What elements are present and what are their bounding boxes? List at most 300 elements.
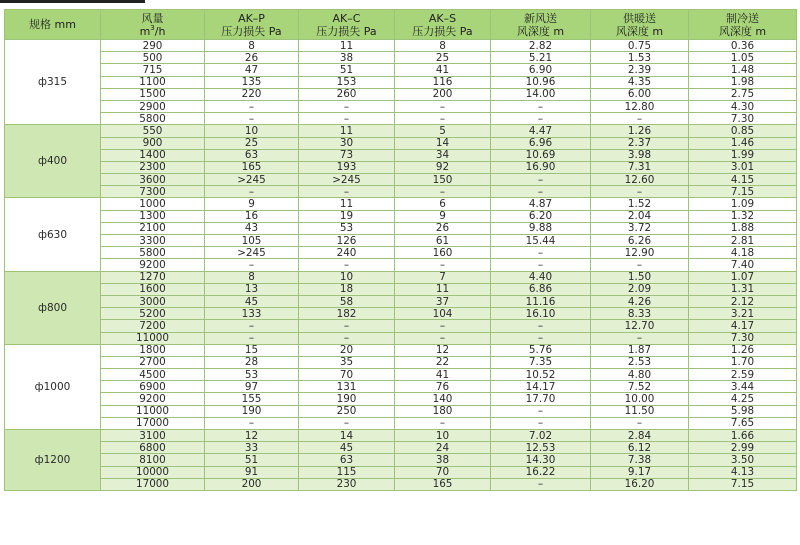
cooling-depth-cell: 7.30 — [689, 332, 797, 344]
akc-cell: 45 — [299, 442, 395, 454]
akc-cell: 126 — [299, 235, 395, 247]
fresh-depth-cell: – — [491, 259, 591, 271]
aks-cell: 7 — [395, 271, 491, 283]
cooling-depth-cell: 1.98 — [689, 76, 797, 88]
header-heating-depth: 供暖送 风深度 m — [591, 10, 689, 40]
cooling-depth-cell: 1.99 — [689, 149, 797, 161]
table-row — [5, 222, 797, 234]
akp-cell: – — [205, 417, 299, 429]
table-row — [5, 125, 797, 137]
heating-depth-cell: – — [591, 259, 689, 271]
fresh-depth-cell: 14.30 — [491, 454, 591, 466]
flow-cell: 290 — [101, 40, 205, 52]
table-row — [5, 308, 797, 320]
akc-cell: 11 — [299, 125, 395, 137]
cooling-depth-cell: 1.26 — [689, 344, 797, 356]
heating-depth-cell: 1.26 — [591, 125, 689, 137]
heating-depth-cell: – — [591, 417, 689, 429]
heating-depth-cell: 6.00 — [591, 88, 689, 100]
akp-cell: 25 — [205, 137, 299, 149]
akp-cell: 105 — [205, 235, 299, 247]
table-row — [5, 64, 797, 76]
akp-cell: 9 — [205, 198, 299, 210]
cooling-depth-cell: 1.32 — [689, 210, 797, 222]
heating-depth-cell: – — [591, 186, 689, 198]
header-flow-unit: $m^3/h$ — [139, 23, 166, 38]
fresh-depth-cell: – — [491, 332, 591, 344]
akc-cell: 153 — [299, 76, 395, 88]
aks-cell: – — [395, 113, 491, 125]
heating-depth-cell: 16.20 — [591, 478, 689, 490]
heating-depth-cell: 2.53 — [591, 356, 689, 368]
spec-table-container — [4, 9, 796, 491]
header-akc: AK–C 压力损失 Pa — [299, 10, 395, 40]
flow-cell: 500 — [101, 52, 205, 64]
flow-cell: 11000 — [101, 332, 205, 344]
aks-cell: – — [395, 259, 491, 271]
heating-depth-cell: 7.38 — [591, 454, 689, 466]
heating-depth-cell: – — [591, 113, 689, 125]
table-row — [5, 259, 797, 271]
flow-cell: 1500 — [101, 88, 205, 100]
cooling-depth-cell: 1.07 — [689, 271, 797, 283]
akc-cell: 20 — [299, 344, 395, 356]
fresh-depth-cell: – — [491, 174, 591, 186]
akp-cell: – — [205, 100, 299, 112]
aks-cell: 11 — [395, 283, 491, 295]
akp-cell: 97 — [205, 381, 299, 393]
cooling-depth-cell: 2.12 — [689, 295, 797, 307]
fresh-depth-cell: – — [491, 113, 591, 125]
heating-depth-cell: – — [591, 332, 689, 344]
akc-cell: 19 — [299, 210, 395, 222]
cooling-depth-cell: 3.01 — [689, 161, 797, 173]
fresh-depth-cell: – — [491, 405, 591, 417]
aks-cell: 41 — [395, 369, 491, 381]
cooling-depth-cell: 4.15 — [689, 174, 797, 186]
flow-cell: 3100 — [101, 430, 205, 442]
akp-cell: 8 — [205, 40, 299, 52]
akp-cell: 190 — [205, 405, 299, 417]
aks-cell: – — [395, 186, 491, 198]
heating-depth-cell: 10.00 — [591, 393, 689, 405]
cooling-depth-cell: 2.59 — [689, 369, 797, 381]
akp-cell: 165 — [205, 161, 299, 173]
flow-cell: 8100 — [101, 454, 205, 466]
akc-cell: 193 — [299, 161, 395, 173]
cooling-depth-cell: 5.98 — [689, 405, 797, 417]
cooling-depth-cell: 4.18 — [689, 247, 797, 259]
header-akp: AK–P 压力损失 Pa — [205, 10, 299, 40]
cooling-depth-cell: 1.05 — [689, 52, 797, 64]
akp-cell: 28 — [205, 356, 299, 368]
flow-cell: 4500 — [101, 369, 205, 381]
akc-cell: 230 — [299, 478, 395, 490]
akc-cell: 35 — [299, 356, 395, 368]
akc-cell: 53 — [299, 222, 395, 234]
aks-cell: 150 — [395, 174, 491, 186]
table-row — [5, 137, 797, 149]
table-row — [5, 100, 797, 112]
aks-cell: 38 — [395, 454, 491, 466]
flow-cell: 715 — [101, 64, 205, 76]
size-group-cell: ф630 — [5, 198, 101, 271]
akc-cell: 63 — [299, 454, 395, 466]
akp-cell: 155 — [205, 393, 299, 405]
aks-cell: 104 — [395, 308, 491, 320]
cooling-depth-cell: 4.13 — [689, 466, 797, 478]
akc-cell: 182 — [299, 308, 395, 320]
fresh-depth-cell: 15.44 — [491, 235, 591, 247]
table-row — [5, 332, 797, 344]
flow-cell: 2900 — [101, 100, 205, 112]
flow-cell: 3600 — [101, 174, 205, 186]
cooling-depth-cell: 1.88 — [689, 222, 797, 234]
akc-cell: 11 — [299, 198, 395, 210]
akp-cell: 91 — [205, 466, 299, 478]
akc-cell: 250 — [299, 405, 395, 417]
fresh-depth-cell: 10.69 — [491, 149, 591, 161]
akc-cell: – — [299, 100, 395, 112]
fresh-depth-cell: 10.96 — [491, 76, 591, 88]
akc-cell: – — [299, 259, 395, 271]
akp-cell: 200 — [205, 478, 299, 490]
table-row — [5, 295, 797, 307]
fresh-depth-cell: 6.86 — [491, 283, 591, 295]
akp-cell: 45 — [205, 295, 299, 307]
header-flow — [101, 10, 205, 40]
table-row — [5, 442, 797, 454]
header-fresh-air-depth: 新风送 风深度 m — [491, 10, 591, 40]
heating-depth-cell: 8.33 — [591, 308, 689, 320]
aks-cell: 10 — [395, 430, 491, 442]
fresh-depth-cell: – — [491, 417, 591, 429]
heating-depth-cell: 2.39 — [591, 64, 689, 76]
akc-cell: 70 — [299, 369, 395, 381]
fresh-depth-cell: – — [491, 186, 591, 198]
table-header — [5, 10, 797, 40]
aks-cell: 8 — [395, 40, 491, 52]
akp-cell: 33 — [205, 442, 299, 454]
aks-cell: 26 — [395, 222, 491, 234]
heating-depth-cell: 4.80 — [591, 369, 689, 381]
table-row — [5, 88, 797, 100]
cooling-depth-cell: 1.70 — [689, 356, 797, 368]
heating-depth-cell: 3.98 — [591, 149, 689, 161]
flow-cell: 1000 — [101, 198, 205, 210]
table-row — [5, 186, 797, 198]
heating-depth-cell: 4.35 — [591, 76, 689, 88]
flow-cell: 1270 — [101, 271, 205, 283]
flow-cell: 17000 — [101, 478, 205, 490]
table-row — [5, 198, 797, 210]
table-row — [5, 271, 797, 283]
flow-cell: 3300 — [101, 235, 205, 247]
akp-cell: – — [205, 113, 299, 125]
fresh-depth-cell: 17.70 — [491, 393, 591, 405]
flow-cell: 6900 — [101, 381, 205, 393]
cooling-depth-cell: 7.65 — [689, 417, 797, 429]
akp-cell: – — [205, 186, 299, 198]
fresh-depth-cell: 7.02 — [491, 430, 591, 442]
fresh-depth-cell: 16.90 — [491, 161, 591, 173]
cooling-depth-cell: 3.50 — [689, 454, 797, 466]
heating-depth-cell: 1.53 — [591, 52, 689, 64]
flow-cell: 550 — [101, 125, 205, 137]
heating-depth-cell: 7.52 — [591, 381, 689, 393]
heating-depth-cell: 6.26 — [591, 235, 689, 247]
flow-cell: 10000 — [101, 466, 205, 478]
akc-cell: – — [299, 417, 395, 429]
akc-cell: 240 — [299, 247, 395, 259]
table-row — [5, 478, 797, 490]
cooling-depth-cell: 7.15 — [689, 478, 797, 490]
heating-depth-cell: 1.52 — [591, 198, 689, 210]
fresh-depth-cell: 4.47 — [491, 125, 591, 137]
akc-cell: 190 — [299, 393, 395, 405]
cropped-heading-strip — [0, 0, 800, 8]
akc-cell: – — [299, 113, 395, 125]
fresh-depth-cell: 16.22 — [491, 466, 591, 478]
table-row — [5, 210, 797, 222]
aks-cell: 6 — [395, 198, 491, 210]
heating-depth-cell: 12.80 — [591, 100, 689, 112]
cooling-depth-cell: 2.75 — [689, 88, 797, 100]
flow-cell: 3000 — [101, 295, 205, 307]
fresh-depth-cell: 16.10 — [491, 308, 591, 320]
cooling-depth-cell: 4.25 — [689, 393, 797, 405]
akc-cell: 51 — [299, 64, 395, 76]
aks-cell: 76 — [395, 381, 491, 393]
header-row — [5, 10, 797, 40]
fresh-depth-cell: 5.21 — [491, 52, 591, 64]
table-row — [5, 235, 797, 247]
aks-cell: 34 — [395, 149, 491, 161]
fresh-depth-cell: – — [491, 100, 591, 112]
flow-cell: 9200 — [101, 259, 205, 271]
table-row — [5, 174, 797, 186]
akc-cell: 115 — [299, 466, 395, 478]
header-size: 规格 mm — [5, 10, 101, 40]
cooling-depth-cell: 3.21 — [689, 308, 797, 320]
aks-cell: – — [395, 320, 491, 332]
size-group-cell: ф1200 — [5, 430, 101, 491]
flow-cell: 2700 — [101, 356, 205, 368]
akp-cell: 26 — [205, 52, 299, 64]
fresh-depth-cell: 5.76 — [491, 344, 591, 356]
akc-cell: 14 — [299, 430, 395, 442]
fresh-depth-cell: 12.53 — [491, 442, 591, 454]
akp-cell: 8 — [205, 271, 299, 283]
fresh-depth-cell: 11.16 — [491, 295, 591, 307]
heating-depth-cell: 2.84 — [591, 430, 689, 442]
flow-cell: 1300 — [101, 210, 205, 222]
flow-cell: 7200 — [101, 320, 205, 332]
aks-cell: 140 — [395, 393, 491, 405]
aks-cell: 61 — [395, 235, 491, 247]
cropped-heading-fragment — [0, 0, 145, 3]
aks-cell: 12 — [395, 344, 491, 356]
table-row — [5, 466, 797, 478]
header-flow-label: 风量 — [141, 11, 164, 25]
akp-cell: – — [205, 320, 299, 332]
heating-depth-cell: 6.12 — [591, 442, 689, 454]
size-group-cell: ф1000 — [5, 344, 101, 429]
table-row — [5, 320, 797, 332]
table-row — [5, 40, 797, 52]
table-row — [5, 149, 797, 161]
akp-cell: 43 — [205, 222, 299, 234]
flow-cell: 5200 — [101, 308, 205, 320]
akp-cell: >245 — [205, 247, 299, 259]
aks-cell: – — [395, 332, 491, 344]
cooling-depth-cell: 1.31 — [689, 283, 797, 295]
akc-cell: 10 — [299, 271, 395, 283]
fresh-depth-cell: 14.00 — [491, 88, 591, 100]
size-group-cell: ф315 — [5, 40, 101, 125]
akc-cell: 260 — [299, 88, 395, 100]
fresh-depth-cell: – — [491, 478, 591, 490]
akp-cell: – — [205, 259, 299, 271]
table-row — [5, 344, 797, 356]
fresh-depth-cell: 10.52 — [491, 369, 591, 381]
aks-cell: 116 — [395, 76, 491, 88]
aks-cell: – — [395, 417, 491, 429]
akp-cell: – — [205, 332, 299, 344]
fresh-depth-cell: – — [491, 247, 591, 259]
fresh-depth-cell: 6.90 — [491, 64, 591, 76]
fresh-depth-cell: 9.88 — [491, 222, 591, 234]
cooling-depth-cell: 2.81 — [689, 235, 797, 247]
header-aks: AK–S 压力损失 Pa — [395, 10, 491, 40]
akc-cell: 30 — [299, 137, 395, 149]
table-row — [5, 454, 797, 466]
table-row — [5, 161, 797, 173]
flow-cell: 1400 — [101, 149, 205, 161]
cooling-depth-cell: 1.66 — [689, 430, 797, 442]
akp-cell: 135 — [205, 76, 299, 88]
akc-cell: 58 — [299, 295, 395, 307]
heating-depth-cell: 12.60 — [591, 174, 689, 186]
fresh-depth-cell: 7.35 — [491, 356, 591, 368]
flow-cell: 7300 — [101, 186, 205, 198]
table-row — [5, 247, 797, 259]
cooling-depth-cell: 0.85 — [689, 125, 797, 137]
akp-cell: 63 — [205, 149, 299, 161]
flow-cell: 6800 — [101, 442, 205, 454]
akc-cell: 18 — [299, 283, 395, 295]
size-group-cell: ф800 — [5, 271, 101, 344]
aks-cell: 9 — [395, 210, 491, 222]
heating-depth-cell: 2.04 — [591, 210, 689, 222]
aks-cell: 180 — [395, 405, 491, 417]
akp-cell: 16 — [205, 210, 299, 222]
flow-cell: 1100 — [101, 76, 205, 88]
heating-depth-cell: 3.72 — [591, 222, 689, 234]
heating-depth-cell: 1.50 — [591, 271, 689, 283]
akp-cell: >245 — [205, 174, 299, 186]
heating-depth-cell: 2.37 — [591, 137, 689, 149]
cooling-depth-cell: 0.36 — [689, 40, 797, 52]
cooling-depth-cell: 1.09 — [689, 198, 797, 210]
fresh-depth-cell: 6.96 — [491, 137, 591, 149]
akc-cell: >245 — [299, 174, 395, 186]
cooling-depth-cell: 3.44 — [689, 381, 797, 393]
table-row — [5, 356, 797, 368]
aks-cell: 14 — [395, 137, 491, 149]
spec-table — [4, 9, 797, 491]
heating-depth-cell: 9.17 — [591, 466, 689, 478]
akc-cell: – — [299, 332, 395, 344]
cooling-depth-cell: 7.30 — [689, 113, 797, 125]
akc-cell: – — [299, 186, 395, 198]
akp-cell: 13 — [205, 283, 299, 295]
fresh-depth-cell: 4.87 — [491, 198, 591, 210]
table-row — [5, 52, 797, 64]
table-row — [5, 393, 797, 405]
akp-cell: 51 — [205, 454, 299, 466]
flow-cell: 17000 — [101, 417, 205, 429]
flow-cell: 1600 — [101, 283, 205, 295]
heating-depth-cell: 11.50 — [591, 405, 689, 417]
flow-cell: 2100 — [101, 222, 205, 234]
heating-depth-cell: 7.31 — [591, 161, 689, 173]
heating-depth-cell: 12.70 — [591, 320, 689, 332]
aks-cell: 24 — [395, 442, 491, 454]
akc-cell: 131 — [299, 381, 395, 393]
flow-cell: 2300 — [101, 161, 205, 173]
header-cooling-depth: 制冷送 风深度 m — [689, 10, 797, 40]
cooling-depth-cell: 7.15 — [689, 186, 797, 198]
akc-cell: 38 — [299, 52, 395, 64]
table-row — [5, 76, 797, 88]
aks-cell: – — [395, 100, 491, 112]
heating-depth-cell: 4.26 — [591, 295, 689, 307]
aks-cell: 37 — [395, 295, 491, 307]
table-row — [5, 283, 797, 295]
heating-depth-cell: 2.09 — [591, 283, 689, 295]
akc-cell: – — [299, 320, 395, 332]
flow-cell: 5800 — [101, 247, 205, 259]
fresh-depth-cell: 4.40 — [491, 271, 591, 283]
table-row — [5, 405, 797, 417]
table-row — [5, 430, 797, 442]
flow-cell: 11000 — [101, 405, 205, 417]
akc-cell: 11 — [299, 40, 395, 52]
flow-cell: 9200 — [101, 393, 205, 405]
cooling-depth-cell: 4.30 — [689, 100, 797, 112]
aks-cell: 92 — [395, 161, 491, 173]
cooling-depth-cell: 1.48 — [689, 64, 797, 76]
heating-depth-cell: 1.87 — [591, 344, 689, 356]
size-group-cell: ф400 — [5, 125, 101, 198]
akp-cell: 53 — [205, 369, 299, 381]
cooling-depth-cell: 1.46 — [689, 137, 797, 149]
heating-depth-cell: 0.75 — [591, 40, 689, 52]
table-row — [5, 113, 797, 125]
fresh-depth-cell: – — [491, 320, 591, 332]
akp-cell: 220 — [205, 88, 299, 100]
aks-cell: 41 — [395, 64, 491, 76]
aks-cell: 22 — [395, 356, 491, 368]
flow-cell: 1800 — [101, 344, 205, 356]
akp-cell: 10 — [205, 125, 299, 137]
aks-cell: 70 — [395, 466, 491, 478]
table-body — [5, 40, 797, 491]
aks-cell: 165 — [395, 478, 491, 490]
table-row — [5, 369, 797, 381]
flow-cell: 5800 — [101, 113, 205, 125]
